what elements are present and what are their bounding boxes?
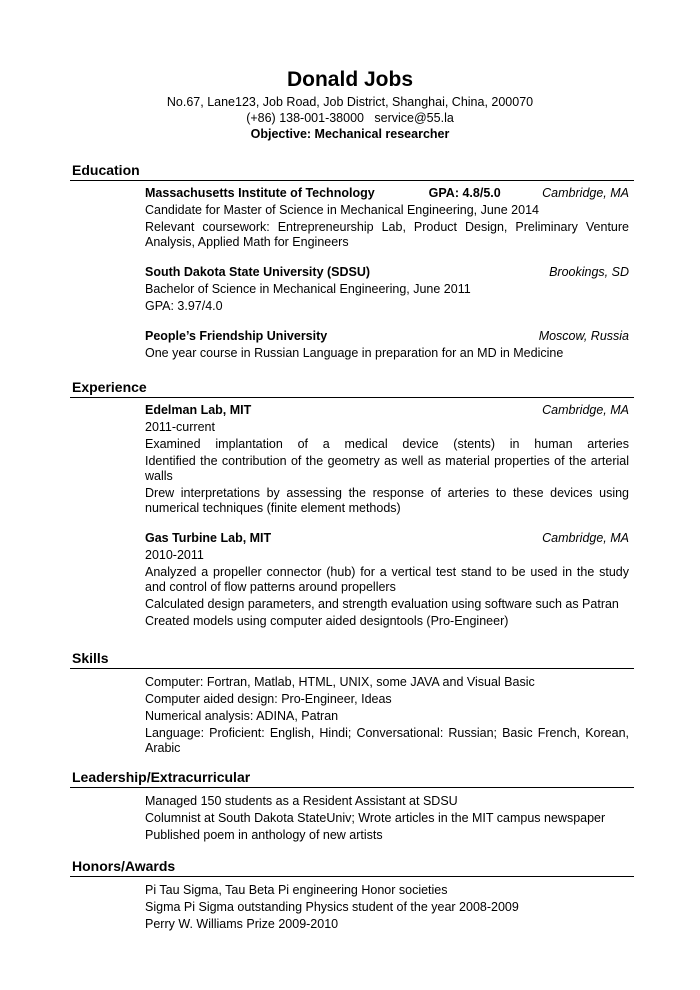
location: Moscow, Russia [538,329,629,343]
leadership-line: Published poem in anthology of new artists [145,828,383,842]
entry-line: Candidate for Master of Science in Mechanical Engineering, June 2014 [145,203,539,217]
entry-line: Drew interpretations by assessing the response of arteries to these devices using numerical techniques (finite element methods) [145,486,629,515]
entry-dates: 2010-2011 [145,548,204,562]
objective: Objective: Mechanical researcher [250,127,450,141]
contact-info: (+86) 138-001-38000 service@55.la [246,111,454,125]
entry-heading [145,185,629,201]
skill-line: Language: Proficient: English, Hindi; Conversational: Russian; Basic French, Korean, Arabic [145,726,629,755]
section-title: Skills [72,650,109,666]
section-title: Leadership/Extracurricular [72,769,251,785]
employer-name: Edelman Lab, MIT [145,403,252,417]
section-divider [70,180,634,181]
skill-line: Numerical analysis: ADINA, Patran [145,709,339,723]
entry-line: Analyzed a propeller connector (hub) for a vertical test stand to be used in the study and control of flow patterns around propellers [145,565,629,594]
leadership-line: Columnist at South Dakota StateUniv; Wrote articles in the MIT campus newspaper [145,811,606,825]
entry-line: Calculated design parameters, and strength evaluation using software such as Patran [145,597,619,611]
entry-dates: 2011-current [145,420,215,434]
candidate-name: Donald Jobs [286,68,413,91]
section-title: Honors/Awards [72,858,176,874]
honor-line: Perry W. Williams Prize 2009-2010 [145,917,339,931]
section-title: Education [72,162,140,178]
location: Cambridge, MA [542,186,629,200]
entry-line: Created models using computer aided designtools (Pro-Engineer) [145,614,509,628]
section-title: Experience [72,379,147,395]
resume-header [0,66,700,142]
institution-name: South Dakota State University (SDSU) [145,265,371,279]
entry-heading [145,402,629,418]
entry-heading [145,530,629,546]
gpa: GPA: 4.8/5.0 [428,186,501,200]
employer-name: Gas Turbine Lab, MIT [145,531,272,545]
education-section [70,162,634,361]
honor-line: Pi Tau Sigma, Tau Beta Pi engineering Honor societies [145,883,448,897]
entry-line: Examined implantation of a medical device (stents) in human arteries [145,437,629,451]
leadership-line: Managed 150 students as a Resident Assistant at SDSU [145,794,458,808]
location: Cambridge, MA [542,531,629,545]
honor-line: Sigma Pi Sigma outstanding Physics student of the year 2008-2009 [145,900,519,914]
institution-name: People’s Friendship University [145,329,328,343]
entry-heading [145,328,629,344]
entry-line: One year course in Russian Language in preparation for an MD in Medicine [145,346,564,360]
experience-section [70,379,634,629]
skills-section [70,650,634,756]
entry-line: Bachelor of Science in Mechanical Engineering, June 2011 [145,282,471,296]
skill-line: Computer: Fortran, Matlab, HTML, UNIX, some JAVA and Visual Basic [145,675,535,689]
address: No.67, Lane123, Job Road, Job District, Shanghai, China, 200070 [166,95,534,109]
entry-heading [145,264,629,280]
skill-line: Computer aided design: Pro-Engineer, Ideas [145,692,392,706]
entry-line: Relevant coursework: Entrepreneurship Lab, Product Design, Preliminary Venture Analysis, Applied Math for Engineers [145,220,629,249]
section-divider [70,397,634,398]
location: Cambridge, MA [542,403,629,417]
honors-section [70,858,634,932]
leadership-section [70,769,634,843]
entry-line: Identified the contribution of the geometry as well as material properties of the arterial walls [145,454,629,483]
institution-name: Massachusetts Institute of Technology [145,186,375,200]
location: Brookings, SD [549,265,629,279]
entry-line: GPA: 3.97/4.0 [145,299,223,313]
